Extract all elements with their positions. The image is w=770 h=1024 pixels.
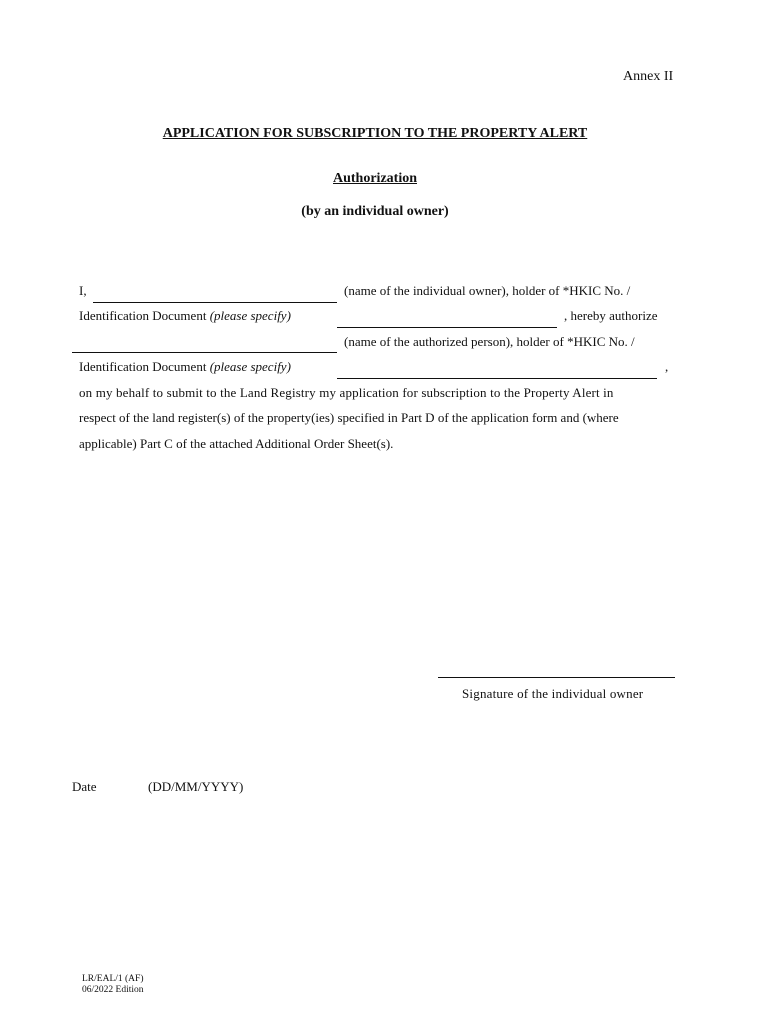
body-line6: respect of the land register(s) of the property(ies) specified in Part D of the application form and (where xyxy=(79,410,619,425)
line3-suffix: (name of the authorized person), holder of *HKIC No. / xyxy=(344,334,635,349)
signature-label: Signature of the individual owner xyxy=(462,686,644,701)
date-format: (DD/MM/YYYY) xyxy=(148,779,244,794)
authorized-name-field[interactable] xyxy=(72,336,337,352)
line4-specify: (please specify) xyxy=(209,359,291,374)
line2-prefix: Identification Document xyxy=(79,308,210,323)
owner-name-field[interactable] xyxy=(93,286,337,302)
annex-label: Annex II xyxy=(623,69,674,84)
line4-prefix: Identification Document xyxy=(79,359,210,374)
date-field[interactable] xyxy=(100,778,145,794)
line4-label xyxy=(79,359,291,375)
owner-name-underline xyxy=(93,302,337,303)
form-edition: 06/2022 Edition xyxy=(82,985,144,995)
body-line7: applicable) Part C of the attached Additional Order Sheet(s). xyxy=(79,436,394,451)
page-title: APPLICATION FOR SUBSCRIPTION TO THE PROPERTY ALERT xyxy=(162,126,588,141)
authorized-id-field[interactable] xyxy=(337,362,657,378)
authorized-id-underline xyxy=(337,378,657,379)
line2-label xyxy=(79,308,291,324)
line1-suffix: (name of the individual owner), holder of *HKIC No. / xyxy=(344,283,631,298)
owner-id-field[interactable] xyxy=(337,311,557,327)
date-label: Date xyxy=(72,779,97,794)
authorized-name-underline xyxy=(72,352,337,353)
line2-suffix: , hereby authorize xyxy=(564,308,658,323)
owner-id-underline xyxy=(337,327,557,328)
signature-field[interactable] xyxy=(438,640,675,676)
signature-underline xyxy=(438,677,675,678)
section-subtitle: (by an individual owner) xyxy=(301,204,449,219)
line2-specify: (please specify) xyxy=(209,308,291,323)
section-title: Authorization xyxy=(333,171,417,186)
line1-prefix: I, xyxy=(79,283,87,298)
line4-suffix: , xyxy=(665,359,669,374)
body-line5: on my behalf to submit to the Land Registry my application for subscription to the Property Alert in xyxy=(79,385,614,400)
form-code: LR/EAL/1 (AF) xyxy=(82,974,144,984)
